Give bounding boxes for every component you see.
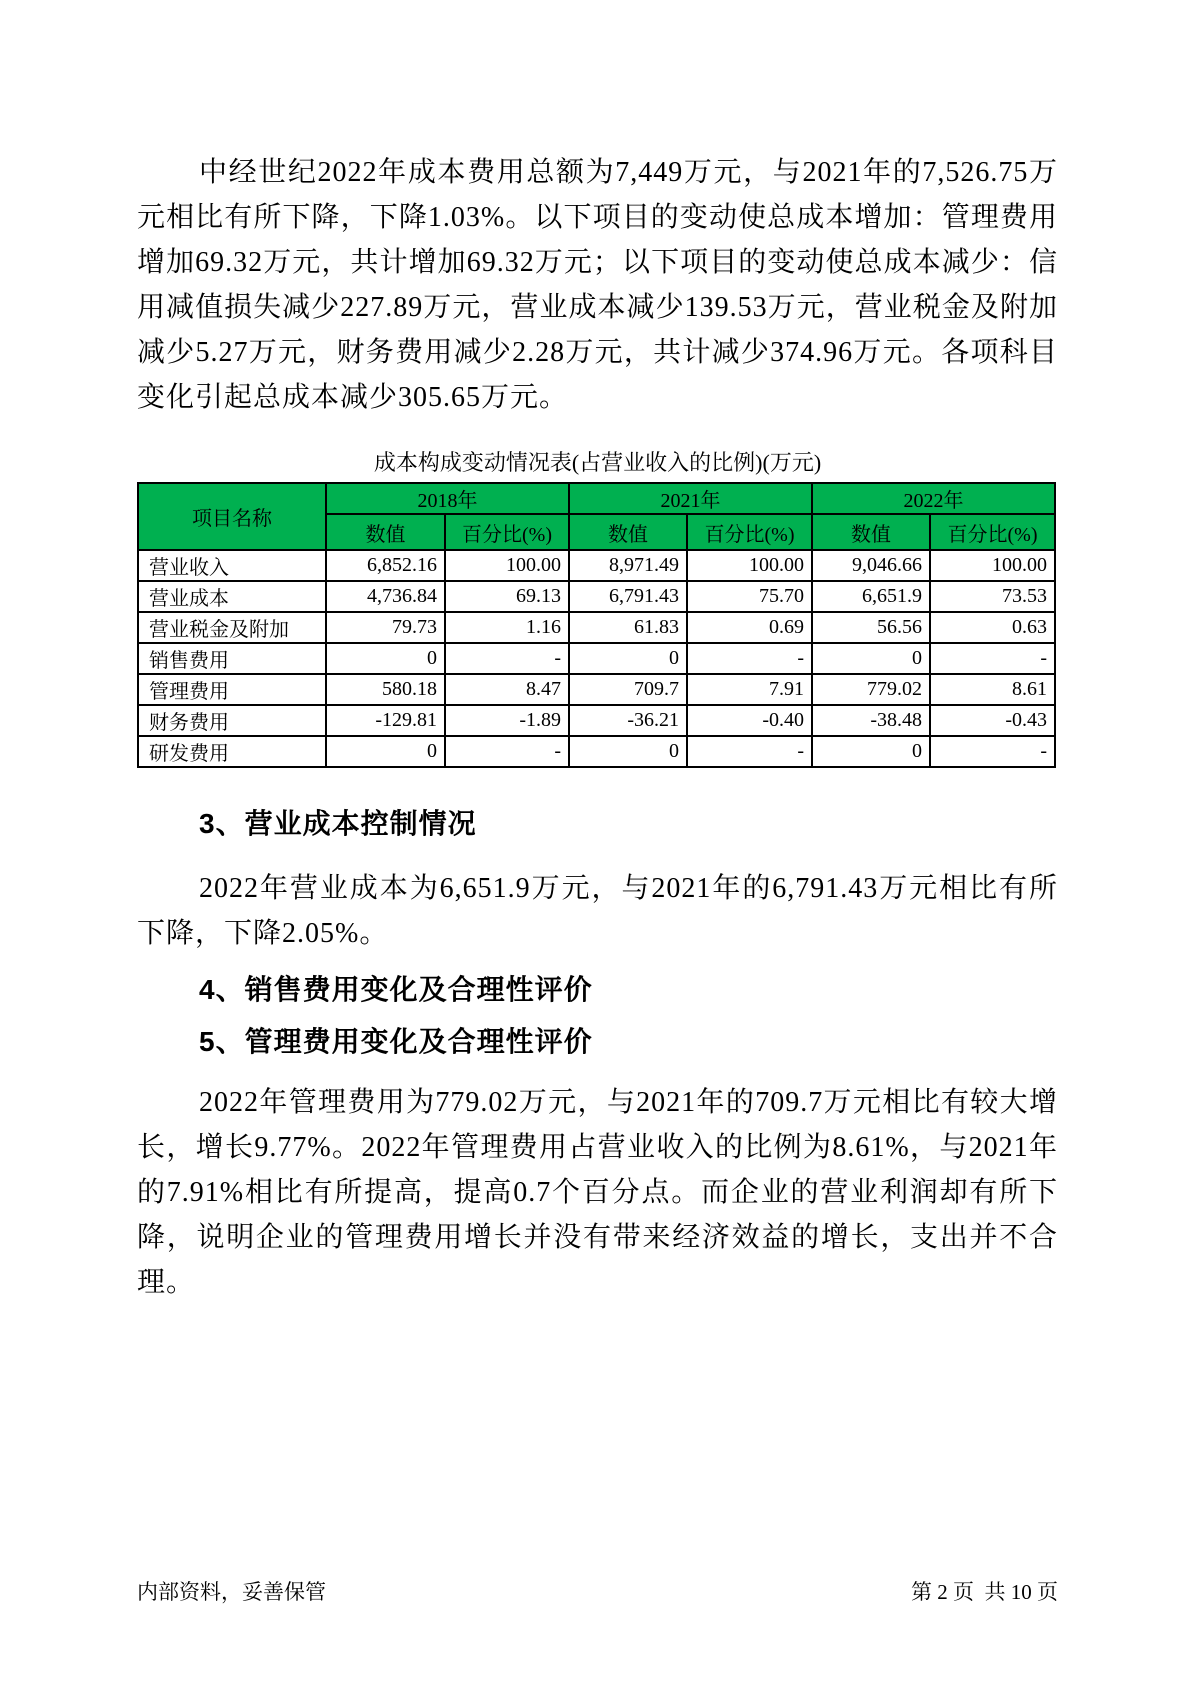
row-cell-value: 6,651.9 bbox=[812, 581, 930, 612]
header-percent-label: 百分比(%) bbox=[445, 514, 569, 550]
row-cell-value: 8.61 bbox=[930, 674, 1055, 705]
row-cell-value: -1.89 bbox=[445, 705, 569, 736]
cost-composition-table bbox=[137, 482, 1056, 768]
row-cell-value: -36.21 bbox=[569, 705, 687, 736]
row-cell-value: 79.73 bbox=[326, 612, 445, 643]
table-row bbox=[138, 550, 1055, 581]
row-cell-value: -0.43 bbox=[930, 705, 1055, 736]
row-cell-value: 8,971.49 bbox=[569, 550, 687, 581]
header-percent-label: 百分比(%) bbox=[930, 514, 1055, 550]
row-item-name: 研发费用 bbox=[138, 736, 326, 767]
section-heading-4: 4、销售费用变化及合理性评价 bbox=[199, 974, 593, 1005]
row-cell-value: 100.00 bbox=[687, 550, 812, 581]
row-cell-value: -38.48 bbox=[812, 705, 930, 736]
table-row bbox=[138, 705, 1055, 736]
row-cell-value: 69.13 bbox=[445, 581, 569, 612]
row-item-name: 管理费用 bbox=[138, 674, 326, 705]
cost-table-header bbox=[138, 483, 1055, 550]
row-cell-value: -129.81 bbox=[326, 705, 445, 736]
header-value-label: 数值 bbox=[326, 514, 445, 550]
row-cell-value: 61.83 bbox=[569, 612, 687, 643]
cost-summary-paragraph: 中经世纪2022年成本费用总额为7,449万元，与2021年的7,526.75万元相比有所下降，下降1.03%。以下项目的变动使总成本增加：管理费用增加69.32万元，共计增加69.32万元；以下项目的变动使总成本减少：信用减值损失减少227.89万元，营业成本减少139.53万元，营业税金及附加减少5.27万元，财务费用减少2.28万元，共计减少374.96万元。各项科目变化引起总成本减少305.65万元。 bbox=[137, 157, 1058, 413]
row-cell-value: - bbox=[445, 736, 569, 767]
admin-expense-paragraph: 2022年管理费用为779.02万元，与2021年的709.7万元相比有较大增长，增长9.77%。2022年管理费用占营业收入的比例为8.61%，与2021年的7.91%相比有所提高，提高0.7个百分点。而企业的营业利润却有所下降，说明企业的管理费用增长并没有带来经济效益的增长，支出并不合理。 bbox=[137, 1087, 1058, 1298]
row-cell-value: 0 bbox=[326, 643, 445, 674]
header-percent-label: 百分比(%) bbox=[687, 514, 812, 550]
row-cell-value: 100.00 bbox=[930, 550, 1055, 581]
row-cell-value: 0 bbox=[812, 736, 930, 767]
row-item-name: 财务费用 bbox=[138, 705, 326, 736]
row-cell-value: - bbox=[930, 643, 1055, 674]
row-cell-value: 0.63 bbox=[930, 612, 1055, 643]
page-content bbox=[137, 0, 1058, 1305]
footer-page-number: 第 2 页 共 10 页 bbox=[911, 1580, 1058, 1604]
header-value-label: 数值 bbox=[812, 514, 930, 550]
header-year-2022: 2022年 bbox=[812, 483, 1055, 514]
row-cell-value: 779.02 bbox=[812, 674, 930, 705]
row-cell-value: 100.00 bbox=[445, 550, 569, 581]
row-item-name: 营业税金及附加 bbox=[138, 612, 326, 643]
footer-confidential-note: 内部资料，妥善保管 bbox=[137, 1580, 326, 1604]
header-year-2018: 2018年 bbox=[326, 483, 569, 514]
row-cell-value: 7.91 bbox=[687, 674, 812, 705]
row-cell-value: -0.40 bbox=[687, 705, 812, 736]
row-cell-value: 4,736.84 bbox=[326, 581, 445, 612]
row-cell-value: 0 bbox=[569, 736, 687, 767]
row-cell-value: 0 bbox=[812, 643, 930, 674]
row-item-name: 营业成本 bbox=[138, 581, 326, 612]
row-cell-value: 709.7 bbox=[569, 674, 687, 705]
row-cell-value: - bbox=[687, 643, 812, 674]
table-row bbox=[138, 581, 1055, 612]
row-cell-value: 8.47 bbox=[445, 674, 569, 705]
cost-table-title: 成本构成变动情况表(占营业收入的比例)(万元) bbox=[373, 450, 822, 475]
table-row bbox=[138, 674, 1055, 705]
row-cell-value: 0 bbox=[569, 643, 687, 674]
operating-cost-paragraph: 2022年营业成本为6,651.9万元，与2021年的6,791.43万元相比有所下降，下降2.05%。 bbox=[137, 873, 1058, 949]
table-row bbox=[138, 612, 1055, 643]
row-cell-value: 6,791.43 bbox=[569, 581, 687, 612]
row-cell-value: 9,046.66 bbox=[812, 550, 930, 581]
row-cell-value: - bbox=[930, 736, 1055, 767]
section-heading-5: 5、管理费用变化及合理性评价 bbox=[199, 1026, 593, 1057]
row-cell-value: 580.18 bbox=[326, 674, 445, 705]
row-cell-value: 73.53 bbox=[930, 581, 1055, 612]
row-cell-value: 0 bbox=[326, 736, 445, 767]
row-item-name: 销售费用 bbox=[138, 643, 326, 674]
header-year-2021: 2021年 bbox=[569, 483, 812, 514]
row-cell-value: 6,852.16 bbox=[326, 550, 445, 581]
header-item-label: 项目名称 bbox=[138, 483, 326, 550]
row-cell-value: 75.70 bbox=[687, 581, 812, 612]
section-heading-3: 3、营业成本控制情况 bbox=[199, 808, 477, 839]
cost-table-body bbox=[138, 550, 1055, 767]
row-cell-value: 0.69 bbox=[687, 612, 812, 643]
row-cell-value: - bbox=[445, 643, 569, 674]
table-row bbox=[138, 643, 1055, 674]
row-cell-value: 1.16 bbox=[445, 612, 569, 643]
header-value-label: 数值 bbox=[569, 514, 687, 550]
row-item-name: 营业收入 bbox=[138, 550, 326, 581]
row-cell-value: - bbox=[687, 736, 812, 767]
table-row bbox=[138, 736, 1055, 767]
row-cell-value: 56.56 bbox=[812, 612, 930, 643]
